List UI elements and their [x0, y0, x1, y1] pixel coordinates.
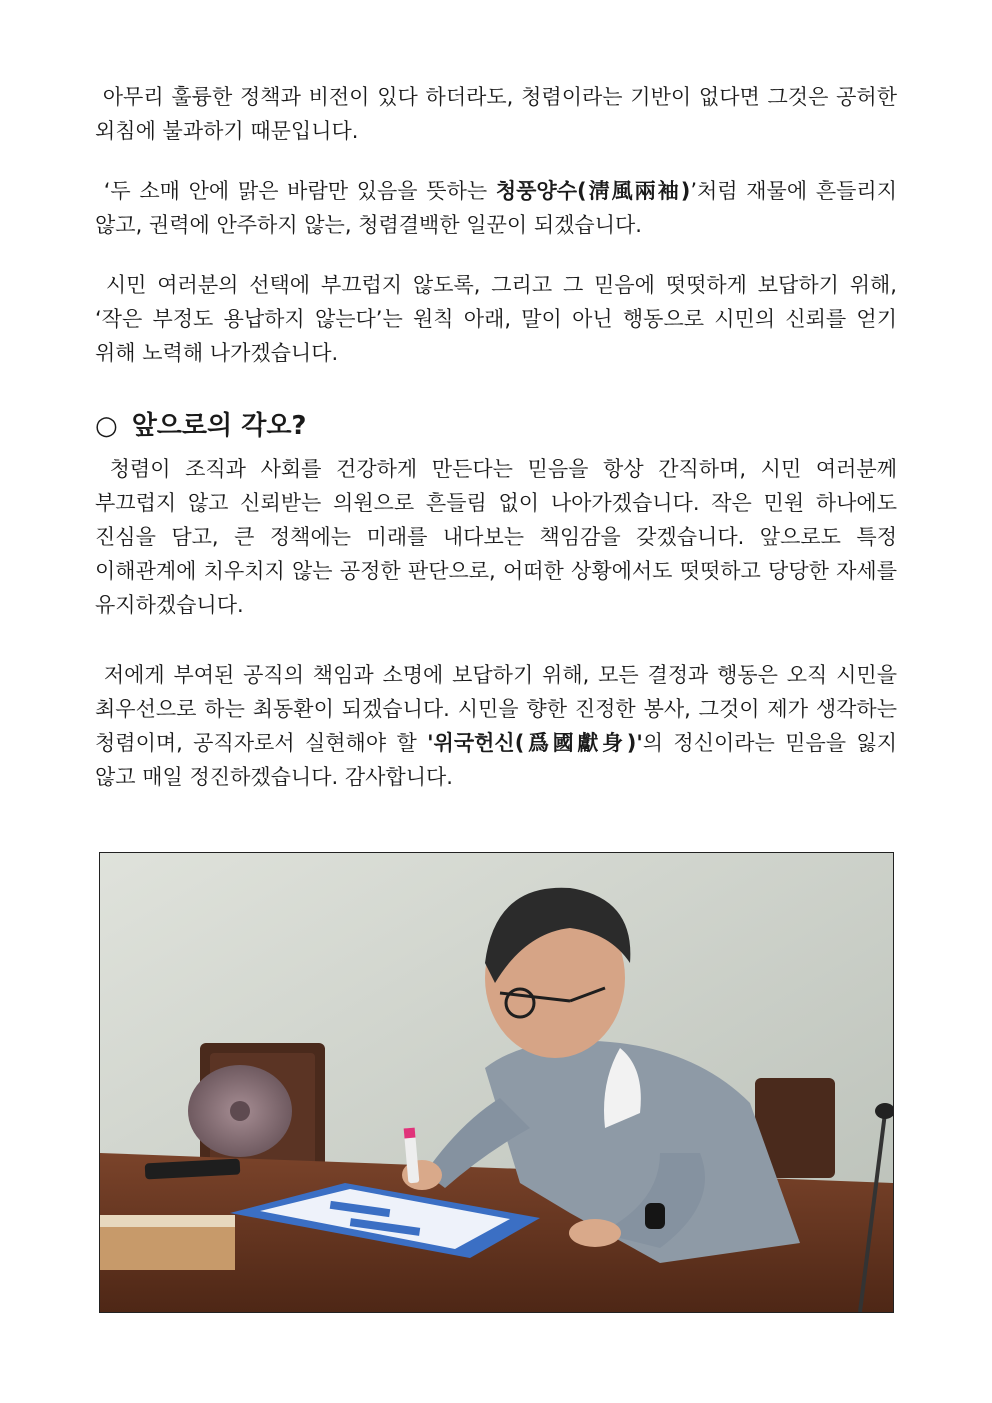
document-body [95, 80, 897, 794]
section-heading [95, 406, 897, 446]
paragraph-3: 시민 여러분의 선택에 부끄럽지 않도록, 그리고 그 믿음에 떳떳하게 보답하기 위해, ‘작은 부정도 용납하지 않는다’는 원칙 아래, 말이 아닌 행동으로 시민의 신뢰를 얻기 위해 노력해 나가겠습니다. [95, 273, 897, 365]
idiom-cheongpung: 청풍양수(淸風兩袖) [495, 179, 691, 203]
photo-signing-pledge [99, 852, 894, 1313]
circle-bullet-icon: ○ [95, 411, 118, 441]
paragraph-1: 아무리 훌륭한 정책과 비전이 있다 하더라도, 청렴이라는 기반이 없다면 그것은 공허한 외침에 불과하기 때문입니다. [95, 85, 897, 143]
idiom-wiguk: '위국헌신(爲國獻身)' [427, 731, 643, 755]
paragraph-5: 저에게 부여된 공직의 책임과 소명에 보답하기 위해, 모든 결정과 행동은 오직 시민을 최우선으로 하는 최동환이 되겠습니다. 시민을 향한 진정한 봉사, 그것이 제가 생각하는 청렴이며, 공직자로서 실현해야 할 '위국헌신(爲國獻身)'의 정신이라는 믿음을 잃지 않고 매일 정진하겠습니다. 감사합니다. [95, 663, 897, 789]
paragraph-4: 청렴이 조직과 사회를 건강하게 만든다는 믿음을 항상 간직하며, 시민 여러분께 부끄럽지 않고 신뢰받는 의원으로 흔들림 없이 나아가겠습니다. 작은 민원 하나에도 진심을 담고, 큰 정책에는 미래를 내다보는 책임감을 갖겠습니다. 앞으로도 특정 이해관계에 치우치지 않는 공정한 판단으로, 어떠한 상황에서도 떳떳하고 당당한 자세를 유지하겠습니다. [95, 457, 897, 617]
watch [645, 1203, 665, 1229]
section-title: 앞으로의 각오? [131, 411, 307, 441]
paragraph-2: ‘두 소매 안에 맑은 바람만 있음을 뜻하는 청풍양수(淸風兩袖)’처럼 재물에 흔들리지 않고, 권력에 안주하지 않는, 청렴결백한 일꾼이 되겠습니다. [95, 179, 897, 237]
